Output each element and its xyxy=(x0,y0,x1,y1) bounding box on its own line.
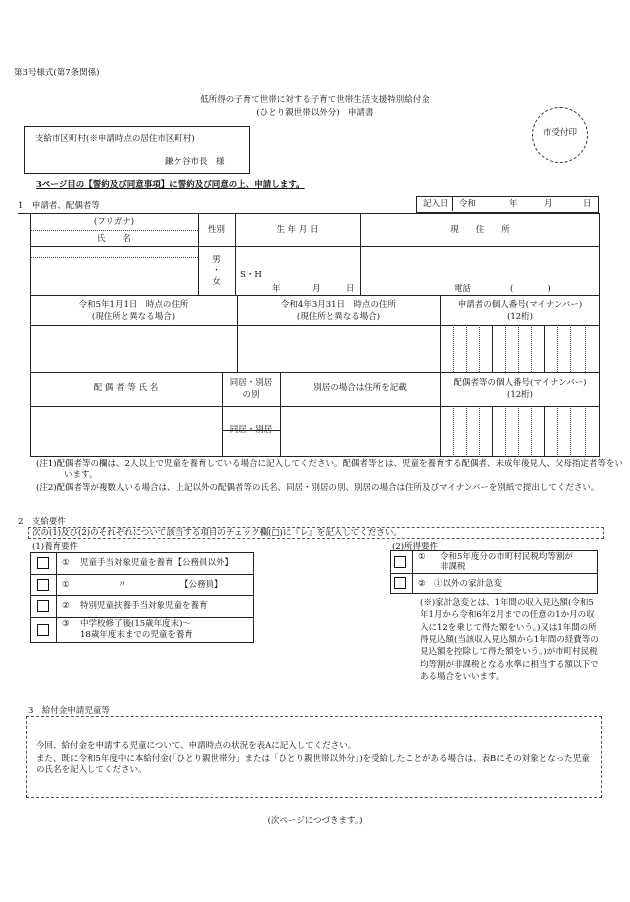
entry-date-label: 記入日 xyxy=(423,199,449,209)
applicant-mynumber-line2: (12桁) xyxy=(507,312,533,322)
section2-heading: 2 支給要件 xyxy=(18,517,66,527)
g1-item1-num: ① xyxy=(62,558,70,568)
check-g2-item2[interactable] xyxy=(394,577,406,589)
g1-item2-text: 〃 xyxy=(118,580,127,590)
form-number: 第3号様式(第7条関係) xyxy=(14,68,100,78)
cohab-label-line2: の別 xyxy=(242,390,260,400)
section1-heading: 1 申請者、配偶者等 xyxy=(18,201,100,211)
cohab-label-line1: 同居・別居 xyxy=(229,378,273,388)
check-g1-item4[interactable] xyxy=(37,624,49,636)
check-g1-item2[interactable] xyxy=(37,579,49,591)
reception-stamp-circle xyxy=(532,107,588,163)
dob-era[interactable]: S・H xyxy=(240,270,262,280)
note-1: (注1)配偶者等の欄は、2人以上で児童を養育している場合に記入してください。配偶者等とは、児童を養育する配偶者、未成年後見人、父母指定者等をいいます。 xyxy=(36,459,623,481)
g1-item1-text: 児童手当対象児童を養育【公務員以外】 xyxy=(80,558,234,568)
entry-date-year: 年 xyxy=(509,199,518,209)
check-g2-item1[interactable] xyxy=(394,556,406,568)
g1-item4-text: 中学校修了後(15歳年度末)～ xyxy=(80,619,191,629)
group2-title: (2)所得要件 xyxy=(392,542,439,552)
entry-date-era: 令和 xyxy=(459,199,477,209)
municipality-box xyxy=(24,126,250,174)
cohab-value[interactable]: 同居・別居 xyxy=(229,425,273,435)
phone-label: 電話 xyxy=(454,284,472,294)
applicant-mynumber-line1: 申請者の個人番号(マイナンバー) xyxy=(457,300,583,310)
phone-parens[interactable]: ( ) xyxy=(510,284,551,294)
check-g1-item3[interactable] xyxy=(37,600,49,612)
g1-item4-text2: 18歳年度末までの児童を養育 xyxy=(80,630,193,640)
dob-month-unit: 月 xyxy=(312,284,321,294)
form-title-line2: (ひとり親世帯以外分) 申請書 xyxy=(256,108,374,118)
address-label: 現 住 所 xyxy=(450,225,510,235)
addr-r4-line2: (現住所と異なる場合) xyxy=(296,312,381,322)
gender-dot: ・ xyxy=(212,266,221,276)
separate-address-label: 別居の場合は住所を記載 xyxy=(313,383,407,393)
municipality-label: 支給市区町村(※申請時点の居住市区町村) xyxy=(35,134,195,144)
dob-year-unit: 年 xyxy=(272,284,281,294)
entry-date-day: 日 xyxy=(583,199,592,209)
g1-item3-num: ② xyxy=(62,601,70,611)
applicant-table xyxy=(30,213,600,457)
g2-item2-num: ② xyxy=(418,579,426,589)
dob-label: 生 年 月 日 xyxy=(276,225,319,235)
g2-item1-num: ① xyxy=(418,552,426,562)
check-g1-item1[interactable] xyxy=(37,557,49,569)
note-2: (注2)配偶者等が複数人いる場合は、上記以外の配偶者等の氏名、同居・別居の別、別居の場合は住所及びマイナンバーを別紙で提出してください。 xyxy=(36,483,600,493)
section3-text1: 今回、給付金を申請する児童について、申請時点の状況を表Aに記入してください。 xyxy=(36,741,357,751)
addr-r5-line2: (現住所と異なる場合) xyxy=(91,312,176,322)
g2-item1-text2: 非課税 xyxy=(440,562,466,572)
group1-title: (1)養育要件 xyxy=(32,542,79,552)
footer-continue: (次ページにつづきます。) xyxy=(267,816,363,826)
section2-instruction: 次の(1)及び(2)のそれぞれについて該当する項目のチェック欄(□)に『レ』を記入してください。 xyxy=(32,528,402,538)
addr-r5-line1: 令和5年1月1日 時点の住所 xyxy=(78,300,189,310)
mayor-addressee: 鎌ケ谷市長 様 xyxy=(165,157,225,167)
g1-item2-suffix: 【公務員】 xyxy=(180,580,223,590)
dob-day-unit: 日 xyxy=(346,284,355,294)
gender-male[interactable]: 男 xyxy=(212,255,221,265)
section3-heading: 3 給付金申請児童等 xyxy=(28,706,110,716)
form-title-line1: 低所得の子育て世帯に対する子育て世帯生活支援特別給付金 xyxy=(200,95,430,105)
g1-item2-num: ① xyxy=(62,580,70,590)
spouse-name-label: 配 偶 者 等 氏 名 xyxy=(93,383,159,393)
g1-item4-num: ③ xyxy=(62,619,70,629)
spouse-mynumber-line1: 配偶者等の個人番号(マイナンバー) xyxy=(453,378,587,388)
entry-date-month: 月 xyxy=(544,199,553,209)
g1-item3-text: 特別児童扶養手当対象児童を養育 xyxy=(80,601,208,611)
gender-label: 性別 xyxy=(207,225,225,235)
addr-r4-line1: 令和4年3月31日 時点の住所 xyxy=(280,300,397,310)
section3-text2: また、既に令和5年度中に本給付金(「ひとり親世帯分」または「ひとり親世帯以外分」)を受給したことがある場合は、表Bにその対象となった児童の氏名を記入してください。 xyxy=(36,754,590,776)
stamp-label: 市受付印 xyxy=(542,128,577,138)
g2-item1-text: 令和5年度分の市町村民税均等割が xyxy=(440,552,573,562)
gender-female[interactable]: 女 xyxy=(212,277,221,287)
furigana-label: (フリガナ) xyxy=(93,217,135,227)
spouse-mynumber-line2: (12桁) xyxy=(507,390,533,400)
pledge-instruction: 3ページ目の【誓約及び同意事項】に誓約及び同意の上、申請します。 xyxy=(36,180,305,190)
entry-date-box xyxy=(416,196,599,213)
g2-item2-text: ①以外の家計急変 xyxy=(434,579,503,589)
household-change-note: (※)家計急変とは、1年間の収入見込額(令和5年1月から令和6年2月までの任意の1か月の収入に12を乗じて得た額をいう。)又は1年間の所得見込額(当該収入見込額から1年間の経費等の見込額を控除して得た額をいう。)が市町村民税均等割が非課税となる水準に相当する額以下である場合をいいます。 xyxy=(420,598,599,682)
name-label: 氏 名 xyxy=(96,234,131,244)
